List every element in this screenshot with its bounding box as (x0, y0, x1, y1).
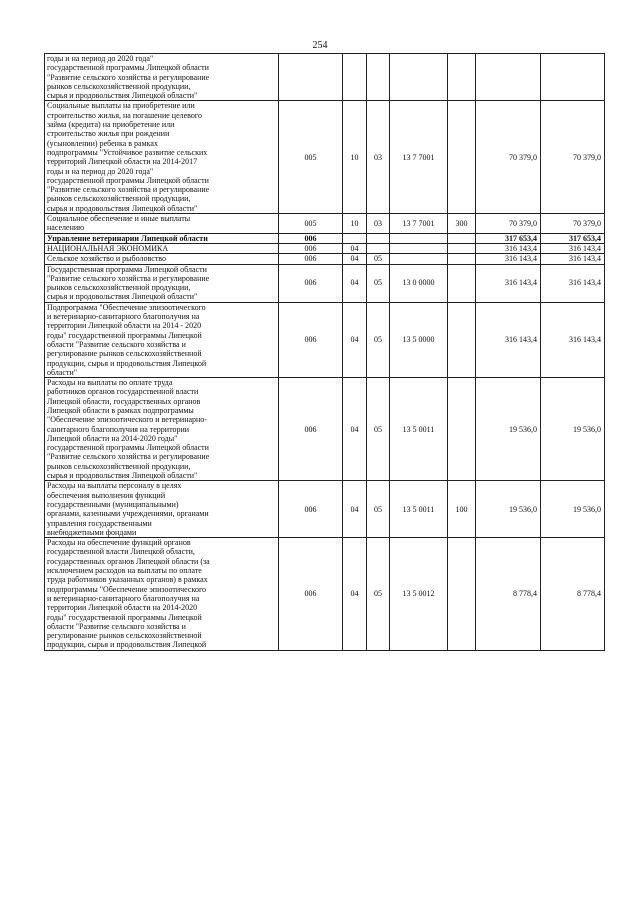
row-ved: 006 (279, 378, 343, 481)
row-pr: 03 (367, 214, 390, 234)
row-vr (448, 101, 476, 214)
row-name: годы и на период до 2020 года" государственной программы Липецкой области "Развитие сельского хозяйства и регулирование рынков сельскохозяйственной продукции, сырья и продовольствия Липецкой области" (45, 54, 279, 101)
row-rz: 04 (343, 243, 367, 253)
table-row (45, 264, 605, 302)
row-sum-1: 316 143,4 (476, 254, 541, 264)
row-pr: 05 (367, 538, 390, 651)
page-number: 254 (312, 40, 328, 51)
row-csr: 13 7 7001 (390, 214, 448, 234)
row-ved: 006 (279, 481, 343, 538)
row-sum-1: 317 653,4 (476, 233, 541, 243)
row-sum-2: 19 536,0 (541, 378, 605, 481)
row-vr (448, 264, 476, 302)
row-sum-2: 316 143,4 (541, 243, 605, 253)
row-csr: 13 7 7001 (390, 101, 448, 214)
row-name: Управление ветеринарии Липецкой области (45, 233, 279, 243)
row-sum-1: 70 379,0 (476, 214, 541, 234)
row-csr (390, 54, 448, 101)
row-ved (279, 54, 343, 101)
row-vr (448, 243, 476, 253)
table-row (45, 378, 605, 481)
table-row (45, 254, 605, 264)
table-row (45, 538, 605, 651)
row-csr: 13 5 0011 (390, 378, 448, 481)
row-name: Сельское хозяйство и рыболовство (45, 254, 279, 264)
row-pr: 05 (367, 378, 390, 481)
row-name: НАЦИОНАЛЬНАЯ ЭКОНОМИКА (45, 243, 279, 253)
row-sum-2: 8 778,4 (541, 538, 605, 651)
budget-table (44, 53, 605, 651)
row-name: Государственная программа Липецкой области "Развитие сельского хозяйства и регулирование рынков сельскохозяйственной продукции, сырья и продовольствия Липецкой области" (45, 264, 279, 302)
row-ved: 006 (279, 233, 343, 243)
row-sum-1: 19 536,0 (476, 378, 541, 481)
table-row (45, 54, 605, 101)
row-vr (448, 54, 476, 101)
row-vr (448, 233, 476, 243)
row-rz: 04 (343, 538, 367, 651)
row-sum-1: 70 379,0 (476, 101, 541, 214)
row-rz: 04 (343, 254, 367, 264)
row-sum-2: 316 143,4 (541, 264, 605, 302)
row-name: Расходы на выплаты персоналу в целях обеспечения выполнения функций государственными (муниципальными) органами, казенными учреждениями, органами управления государственными внебюджетными фондами (45, 481, 279, 538)
row-sum-1: 316 143,4 (476, 243, 541, 253)
row-ved: 005 (279, 101, 343, 214)
row-rz (343, 54, 367, 101)
row-rz: 04 (343, 378, 367, 481)
row-sum-1: 316 143,4 (476, 264, 541, 302)
row-csr: 13 5 0000 (390, 302, 448, 377)
row-vr: 100 (448, 481, 476, 538)
table-row (45, 233, 605, 243)
row-sum-1 (476, 54, 541, 101)
table-row (45, 214, 605, 234)
row-pr: 05 (367, 481, 390, 538)
row-vr (448, 538, 476, 651)
table-row (45, 243, 605, 253)
row-name: Социальное обеспечение и иные выплаты населению (45, 214, 279, 234)
table-row (45, 101, 605, 214)
row-sum-1: 19 536,0 (476, 481, 541, 538)
row-ved: 006 (279, 254, 343, 264)
row-vr (448, 378, 476, 481)
row-csr: 13 5 0012 (390, 538, 448, 651)
row-vr (448, 302, 476, 377)
row-csr: 13 0 0000 (390, 264, 448, 302)
row-pr (367, 54, 390, 101)
row-pr (367, 243, 390, 253)
row-rz: 10 (343, 214, 367, 234)
row-sum-2: 317 653,4 (541, 233, 605, 243)
row-sum-2: 316 143,4 (541, 254, 605, 264)
row-ved: 006 (279, 264, 343, 302)
row-name: Расходы на обеспечение функций органов государственной власти Липецкой области, государственных органов Липецкой области (за исключением расходов на выплаты по оплате труда работников указанных органов) в рамках подпрограммы "Обеспечение эпизоотического и ветеринарно-санитарного благополучия на территории Липецкой области на 2014-2020 годы" государственной программы Липецкой области "Развитие сельского хозяйства и регулирование рынков сельскохозяйственной продукции, сырья и продовольствия Липецкой (45, 538, 279, 651)
row-vr: 300 (448, 214, 476, 234)
row-rz: 10 (343, 101, 367, 214)
table-row (45, 302, 605, 377)
row-csr: 13 5 0011 (390, 481, 448, 538)
row-sum-2: 19 536,0 (541, 481, 605, 538)
row-pr: 05 (367, 302, 390, 377)
row-sum-2: 70 379,0 (541, 101, 605, 214)
row-name: Расходы на выплаты по оплате труда работников органов государственной власти Липецкой области, государственных органов Липецкой области в рамках подпрограммы "Обеспечение эпизоотического и ветеринарно- санитарного благополучия на территории Липецкой области на 2014-2020 годы" государственной программы Липецкой области "Развитие сельского хозяйства и регулирование рынков сельскохозяйственной продукции, сырья и продовольствия Липецкой области" (45, 378, 279, 481)
row-csr (390, 233, 448, 243)
row-pr (367, 233, 390, 243)
row-sum-2: 316 143,4 (541, 302, 605, 377)
row-pr: 03 (367, 101, 390, 214)
row-ved: 005 (279, 214, 343, 234)
row-csr (390, 243, 448, 253)
row-name: Социальные выплаты на приобретение или строительство жилья, на погашение целевого займа (кредита) на приобретение или строительство жилья при рождении (усыновлении) ребенка в рамках подпрограммы "Устойчивое развитие сельских территорий Липецкой области на 2014-2017 годы и на период до 2020 года" государственной программы Липецкой области "Развитие сельского хозяйства и регулирование рынков сельскохозяйственной продукции, сырья и продовольствия Липецкой области" (45, 101, 279, 214)
row-sum-2 (541, 54, 605, 101)
row-ved: 006 (279, 302, 343, 377)
row-rz: 04 (343, 302, 367, 377)
row-csr (390, 254, 448, 264)
row-rz: 04 (343, 264, 367, 302)
row-pr: 05 (367, 264, 390, 302)
row-rz: 04 (343, 481, 367, 538)
table-row (45, 481, 605, 538)
row-vr (448, 254, 476, 264)
row-name: Подпрограмма "Обеспечение эпизоотического и ветеринарно-санитарного благополучия на территории Липецкой области на 2014 - 2020 годы" государственной программы Липецкой области "Развитие сельского хозяйства и регулирование рынков сельскохозяйственной продукции, сырья и продовольствия Липецкой области" (45, 302, 279, 377)
row-sum-2: 70 379,0 (541, 214, 605, 234)
row-sum-1: 8 778,4 (476, 538, 541, 651)
row-pr: 05 (367, 254, 390, 264)
row-ved: 006 (279, 243, 343, 253)
row-rz (343, 233, 367, 243)
row-ved: 006 (279, 538, 343, 651)
row-sum-1: 316 143,4 (476, 302, 541, 377)
